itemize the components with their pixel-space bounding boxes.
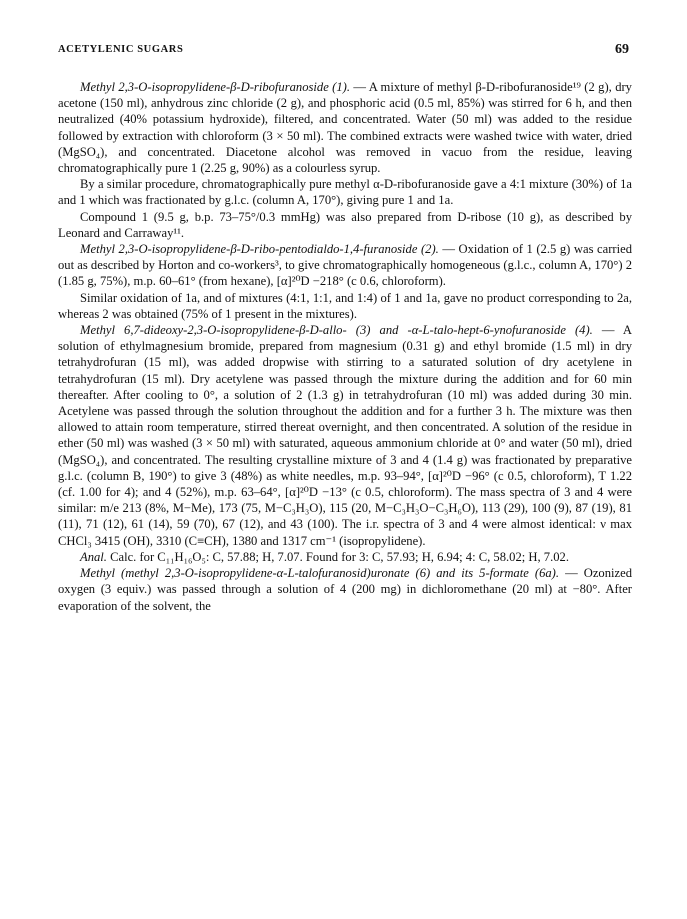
compound-heading: Methyl 6,7-dideoxy-2,3-O-isopropylidene-β-D-allo- (3) and -α-L-talo-hept-6-ynofuranoside (4). — [80, 323, 593, 338]
compound-heading: Methyl 2,3-O-isopropylidene-β-D-ribofuranoside (1). — [80, 80, 351, 94]
paragraph-text: Compound 1 (9.5 g, b.p. 73–75°/0.3 mmHg) was also prepared from D-ribose (10 g), as described by Leonard and Carraway¹¹. — [58, 209, 632, 240]
paragraph-compound-2 — [58, 241, 632, 290]
compound-heading: Methyl (methyl 2,3-O-isopropylidene-α-L-talofuranosid)uronate (6) and its 5-formate (6a). — [80, 566, 560, 581]
running-title: ACETYLENIC SUGARS — [58, 44, 184, 55]
paragraph-alternative-prep — [58, 209, 632, 241]
paragraph-alpha-anomer — [58, 176, 632, 208]
paragraph-text: — Ozonized oxygen (3 equiv.) was passed through a solution of 4 (200 mg) in dichloromethane (20 ml) at −80°. After evaporation of the solvent, the — [58, 566, 632, 613]
paragraph-text: By a similar procedure, chromatographically pure methyl α-D-ribofuranoside gave a 4:1 mixture (30%) of 1a and 1 which was fractionated by g.l.c. (column A, 170°), giving pure 1 and 1a. — [58, 177, 632, 208]
paragraph-text: Similar oxidation of 1a, and of mixtures (4:1, 1:1, and 1:4) of 1 and 1a, gave no product corresponding to 2a, whereas 2 was obtained (75% of 1 present in the mixtures). — [58, 290, 632, 321]
paragraph-text: Calc. for C₁₁H₁₆O₅: C, 57.88; H, 7.07. Found for 3: C, 57.93; H, 6.94; 4: C, 58.02; H, 7.02. — [106, 549, 569, 564]
paragraph-compounds-3-4 — [58, 322, 632, 549]
running-head — [58, 44, 629, 64]
paragraph-text: — A mixture of methyl β-D-ribofuranoside¹⁹ (2 g), dry acetone (150 ml), anhydrous zinc chloride (2 g), and phosphoric acid (0.5 ml, 85%) was stirred for 6 h, and then neutralized (40% potassium hydroxide), filtered, and concentrated. Water (50 ml) was added to the residue followed by extraction with chloroform (3 × 50 ml). The combined extracts were washed twice with water, dried (MgSO₄), and concentrated. Diacetone alcohol was removed in vacuo from the residue, leaving chromatographically pure 1 (2.25 g, 90%) as a colourless syrup. — [58, 80, 632, 176]
analysis-heading: Anal. — [80, 549, 107, 564]
paragraph-analysis — [58, 549, 632, 565]
paragraph-compound-6 — [58, 565, 632, 614]
compound-heading: Methyl 2,3-O-isopropylidene-β-D-ribo-pentodialdo-1,4-furanoside (2). — [80, 242, 439, 257]
page-number: 69 — [615, 42, 629, 57]
paragraph-similar-oxidation — [58, 290, 632, 322]
paragraph-compound-1 — [58, 79, 632, 176]
body-text — [58, 79, 632, 614]
paragraph-text: — A solution of ethylmagnesium bromide, prepared from magnesium (0.31 g) and ethyl bromide (1.5 ml) in dry tetrahydrofuran (15 ml), was added dropwise with stirring to a saturated solution of dry acetylene in tetrahydrofuran (15 ml). Dry acetylene was passed through the mixture during the addition and for 60 min thereafter. After cooling to 0°, a solution of 2 (1.3 g) in tetrahydrofuran (10 ml) was added during 30 min. Acetylene was passed through the solution throughout the addition and for a further 3 h. The mixture was then allowed to attain room temperature, stirred thereat overnight, and then concentrated. A solution of the residue in ether (50 ml) was washed (3 × 50 ml) with saturated, aqueous ammonium chloride at 0° and water (50 ml), dried (MgSO₄), and concentrated. The resulting crystalline mixture of 3 and 4 (1.4 g) was fractionated by preparative g.l.c. (column B, 190°) to give 3 (48%) as white needles, m.p. 93–94°, [α]²⁰D −96° (c 0.5, chloroform), T 1.22 (cf. 1.00 for 4); and 4 (52%), m.p. 63–64°, [α]²⁰D −13° (c 0.5, chloroform). The mass spectra of 3 and 4 were similar: m/e 213 (8%, M−Me), 173 (75, M−C₃H₃O), 115 (20, M−C₃H₃O−C₃H₆O), 113 (29), 100 (9), 87 (19), 81 (11), 71 (12), 61 (14), 59 (70), 67 (12), and 43 (100). The i.r. spectra of 3 and 4 were almost identical: ν max CHCl₃ 3415 (OH), 3310 (C≡CH), 1380 and 1317 cm⁻¹ (isopropylidene). — [58, 323, 632, 548]
paragraph-text: — Oxidation of 1 (2.5 g) was carried out as described by Horton and co-workers³, to give chromatographically homogeneous (g.l.c., column A, 170°) 2 (1.85 g, 75%), m.p. 60–61° (from hexane), [α]²⁰D −218° (c 0.6, chloroform). — [58, 242, 632, 289]
